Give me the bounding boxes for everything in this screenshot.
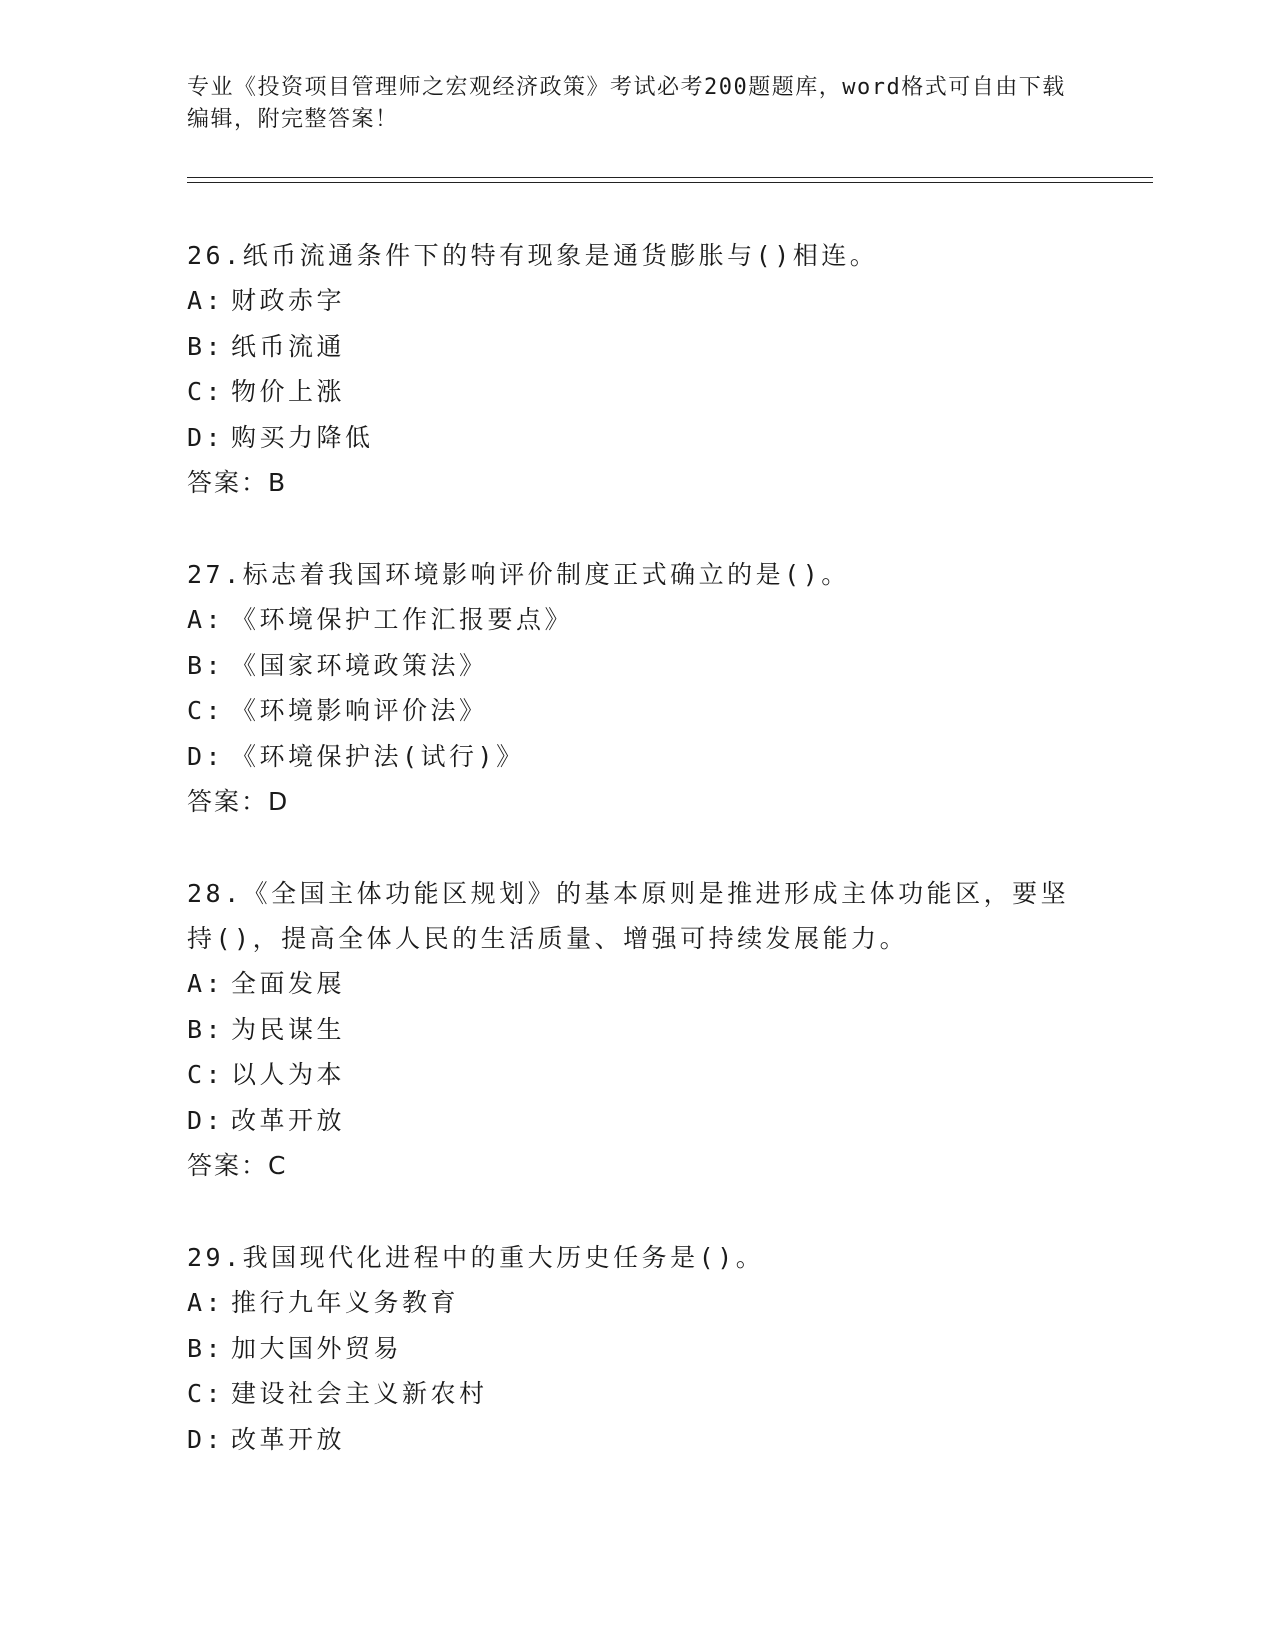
option-d [187, 415, 1087, 461]
option-letter: A: [187, 286, 225, 315]
option-letter: A: [187, 605, 225, 634]
option-d [187, 1417, 1087, 1463]
option-letter: B: [187, 1333, 225, 1363]
option-c [187, 688, 1087, 734]
option-text: 《环境影响评价法》 [231, 696, 488, 725]
option-text: 为民谋生 [231, 1014, 346, 1044]
option-letter: C: [187, 377, 225, 406]
option-d [187, 734, 1087, 780]
option-text: 《国家环境政策法》 [231, 650, 488, 680]
option-text: 纸币流通 [231, 331, 346, 361]
option-d [187, 1098, 1087, 1144]
option-letter: B: [187, 331, 225, 361]
option-text: 以人为本 [231, 1060, 346, 1089]
option-a [187, 961, 1087, 1007]
option-text: 《环境保护工作汇报要点》 [231, 605, 574, 634]
header-divider-top [187, 177, 1153, 178]
option-text: 改革开放 [231, 1424, 346, 1454]
question-stem: 26.纸币流通条件下的特有现象是通货膨胀与()相连。 [187, 241, 879, 270]
option-text: 购买力降低 [231, 422, 374, 452]
option-letter: D: [187, 1424, 225, 1454]
option-letter: C: [187, 696, 225, 725]
option-b [187, 1326, 1087, 1372]
option-letter: C: [187, 1379, 225, 1408]
option-a [187, 278, 1087, 324]
option-text: 《环境保护法(试行)》 [231, 741, 525, 771]
option-text: 财政赤字 [231, 286, 346, 315]
question-stem: 28.《全国主体功能区规划》的基本原则是推进形成主体功能区，要坚持()，提高全体人民的生活质量、增强可持续发展能力。 [187, 879, 1070, 953]
option-letter: D: [187, 741, 225, 771]
option-letter: D: [187, 1105, 225, 1135]
question-29 [187, 1235, 1087, 1462]
option-letter: B: [187, 650, 225, 680]
option-a [187, 1280, 1087, 1326]
option-text: 加大国外贸易 [231, 1333, 403, 1363]
option-text: 物价上涨 [231, 377, 346, 406]
answer-line: 答案：C [187, 1151, 288, 1180]
option-text: 推行九年义务教育 [231, 1288, 460, 1317]
question-28 [187, 871, 1087, 1189]
question-26 [187, 233, 1087, 506]
option-c [187, 1052, 1087, 1098]
question-stem: 27.标志着我国环境影响评价制度正式确立的是()。 [187, 560, 850, 589]
answer-line: 答案：B [187, 468, 288, 497]
answer-line: 答案：D [187, 787, 290, 816]
option-a [187, 597, 1087, 643]
option-b [187, 324, 1087, 370]
option-b [187, 643, 1087, 689]
option-letter: A: [187, 1288, 225, 1317]
option-letter: B: [187, 1014, 225, 1044]
question-27 [187, 552, 1087, 825]
option-c [187, 1371, 1087, 1417]
option-letter: D: [187, 422, 225, 452]
option-letter: C: [187, 1060, 225, 1089]
option-b [187, 1007, 1087, 1053]
option-text: 全面发展 [231, 969, 346, 998]
option-c [187, 369, 1087, 415]
option-letter: A: [187, 969, 225, 998]
document-header: 专业《投资项目管理师之宏观经济政策》考试必考200题题库，word格式可自由下载编辑，附完整答案！ [187, 75, 1066, 132]
option-text: 改革开放 [231, 1105, 346, 1135]
header-divider-bottom [187, 182, 1153, 183]
option-text: 建设社会主义新农村 [231, 1379, 488, 1408]
question-stem: 29.我国现代化进程中的重大历史任务是()。 [187, 1243, 765, 1272]
